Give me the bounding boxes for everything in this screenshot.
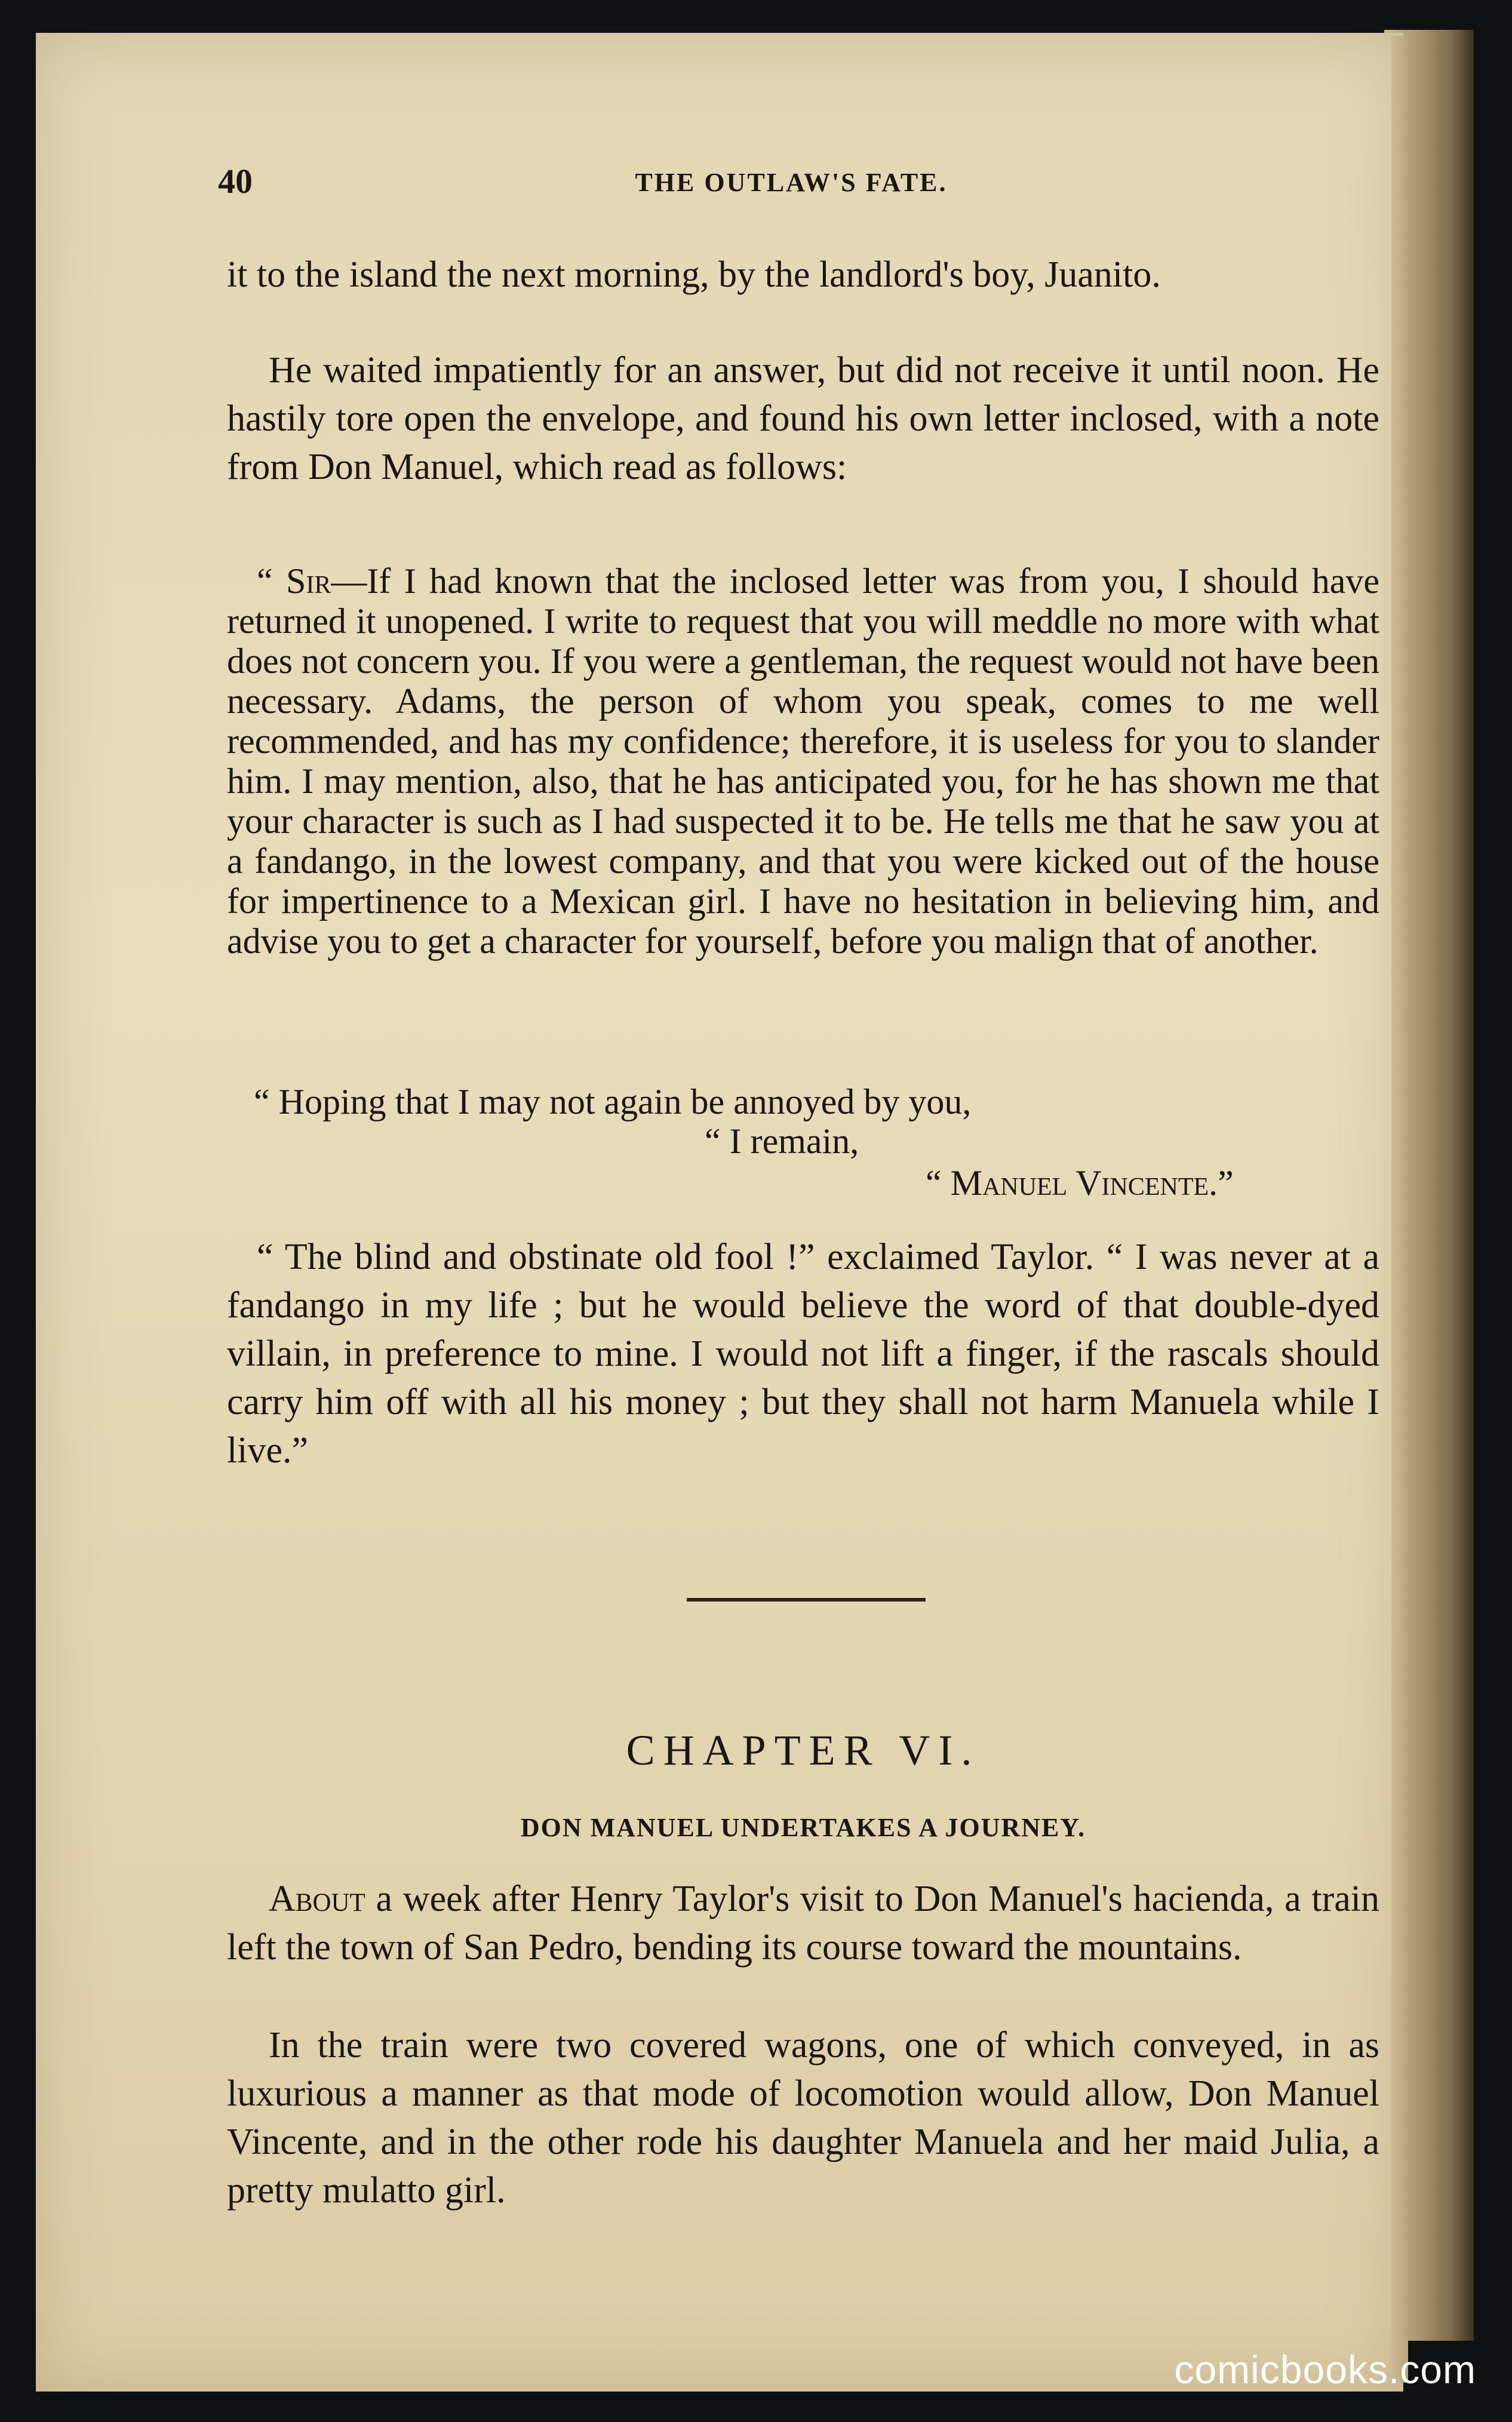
paragraph-2: He waited impatiently for an answer, but did not receive it until noon. He hastily tore open the envelope, and found his own letter inclosed, with a note from Don Manuel, which read as follows: bbox=[227, 350, 1379, 487]
letter-remain: “ I remain, bbox=[705, 1121, 859, 1161]
page-number: 40 bbox=[218, 162, 253, 201]
chapter-lead-word: About bbox=[269, 1879, 365, 1919]
letter-hoping: “ Hoping that I may not again be annoyed by you, bbox=[254, 1082, 972, 1121]
chapter-subtitle: DON MANUEL UNDERTAKES A JOURNEY. bbox=[520, 1813, 1086, 1842]
paragraph-1: it to the island the next morning, by the landlord's boy, Juanito. bbox=[227, 254, 1161, 295]
chapter-paragraph-2: In the train were two covered wagons, one of which conveyed, in as luxurious a manner as that mode of locomotion would allow, Don Manuel Vincente, and in the other rode his daughter Manuela and her maid Julia, a pretty mulatto girl. bbox=[227, 2025, 1379, 2211]
page-header bbox=[197, 161, 1385, 203]
letter-body bbox=[227, 561, 1379, 961]
letter-salutation: “ Sir bbox=[257, 561, 331, 601]
chapter-title: CHAPTER VI. bbox=[626, 1726, 981, 1774]
page-fore-edge bbox=[1391, 36, 1408, 2383]
section-divider bbox=[687, 1598, 926, 1602]
letter-signature: “ Manuel Vincente.” bbox=[926, 1163, 1234, 1203]
paragraph-3: “ The blind and obstinate old fool !” exclaimed Taylor. “ I was never at a fandango in my life ; but he would believe the word of that double-dyed villain, in preference to mine. I would not lift a finger, if the rascals should carry him off with all his money ; but they shall not harm Manuela while I live.” bbox=[227, 1237, 1379, 1471]
chapter-paragraph-1 bbox=[227, 1875, 1379, 1972]
watermark: comicbooks.com bbox=[1174, 2347, 1476, 2392]
running-head: THE OUTLAW'S FATE. bbox=[635, 168, 948, 197]
chapter-paragraph-1-text: a week after Henry Taylor's visit to Don Manuel's hacienda, a train left the town of San Pedro, bending its course toward the mountains. bbox=[227, 1879, 1379, 1968]
letter-text: —If I had known that the inclosed letter was from you, I should have returned it unopened. I write to request that you will meddle no more with what does not concern you. If you were a gentleman, the request would not have been necessary. Adams, the person of whom you speak, comes to me well recommended, and has my confidence; therefore, it is useless for you to slander him. I may mention, also, that he has anticipated you, for he has shown me that your character is such as I had suspected it to be. He tells me that he saw you at a fandango, in the lowest company, and that you were kicked out of the house for impertinence to a Mexican girl. I have no hesitation in believing him, and advise you to get a character for yourself, before you malign that of another. bbox=[227, 561, 1379, 961]
